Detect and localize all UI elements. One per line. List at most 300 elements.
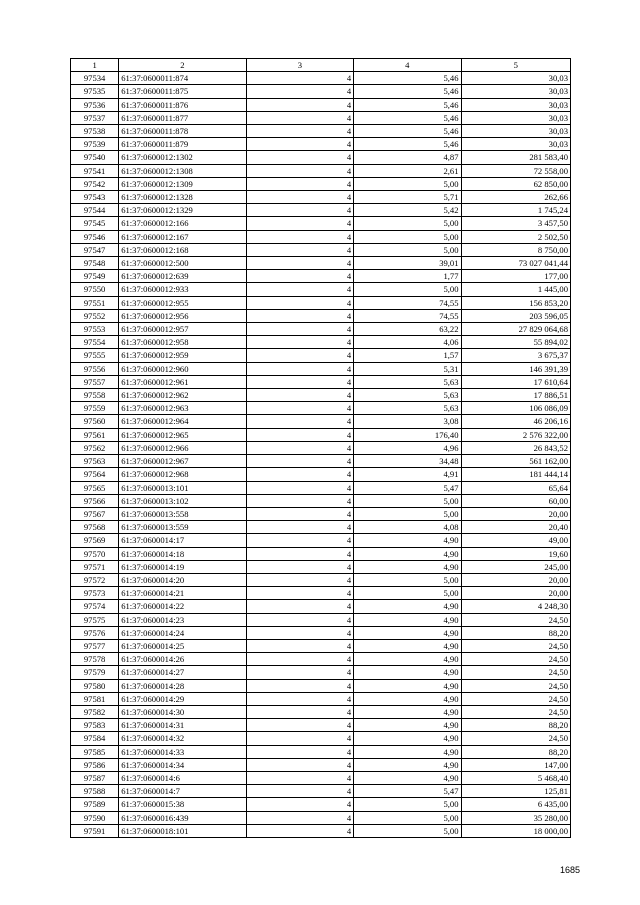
- cadastral-number: 61:37:0600012:168: [119, 243, 247, 256]
- cadastral-number: 61:37:0600012:962: [119, 389, 247, 402]
- table-row: [71, 824, 571, 837]
- table-row: [71, 613, 571, 626]
- column-5-value: 2 576 322,00: [461, 428, 570, 441]
- table-row: [71, 547, 571, 560]
- column-3-value: 4: [246, 375, 353, 388]
- column-5-value: 125,81: [461, 785, 570, 798]
- column-5-value: 26 843,52: [461, 441, 570, 454]
- column-4-value: 1,57: [354, 349, 461, 362]
- page-number: 1685: [560, 865, 581, 875]
- table-row: [71, 653, 571, 666]
- cadastral-number: 61:37:0600011:876: [119, 98, 247, 111]
- row-number: 97560: [71, 415, 119, 428]
- cadastral-number: 61:37:0600014:21: [119, 587, 247, 600]
- column-3-value: 4: [246, 626, 353, 639]
- row-number: 97568: [71, 521, 119, 534]
- column-3-value: 4: [246, 587, 353, 600]
- cadastral-number: 61:37:0600013:559: [119, 521, 247, 534]
- table-row: [71, 785, 571, 798]
- table-row: [71, 428, 571, 441]
- cadastral-number: 61:37:0600014:19: [119, 560, 247, 573]
- table-row: [71, 560, 571, 573]
- cadastral-number: 61:37:0600012:1329: [119, 204, 247, 217]
- cadastral-number: 61:37:0600012:960: [119, 362, 247, 375]
- table-row: [71, 758, 571, 771]
- column-5-value: 30,03: [461, 138, 570, 151]
- column-3-value: 4: [246, 679, 353, 692]
- cadastral-number: 61:37:0600012:957: [119, 323, 247, 336]
- cadastral-number: 61:37:0600014:25: [119, 639, 247, 652]
- column-5-value: 20,40: [461, 521, 570, 534]
- column-5-value: 3 675,37: [461, 349, 570, 362]
- column-5-value: 24,50: [461, 666, 570, 679]
- row-number: 97574: [71, 600, 119, 613]
- column-5-value: 20,00: [461, 587, 570, 600]
- column-4-value: 4,90: [354, 732, 461, 745]
- column-3-value: 4: [246, 441, 353, 454]
- column-3-value: 4: [246, 243, 353, 256]
- header-cell-2: 2: [119, 59, 247, 72]
- table-row: [71, 507, 571, 520]
- table-row: [71, 177, 571, 190]
- cadastral-number: 61:37:0600011:875: [119, 85, 247, 98]
- header-cell-4: 4: [354, 59, 461, 72]
- column-3-value: 4: [246, 613, 353, 626]
- column-3-value: 4: [246, 653, 353, 666]
- cadastral-number: 61:37:0600012:968: [119, 468, 247, 481]
- row-number: 97534: [71, 72, 119, 85]
- row-number: 97544: [71, 204, 119, 217]
- column-3-value: 4: [246, 415, 353, 428]
- column-5-value: 1 445,00: [461, 283, 570, 296]
- column-4-value: 63,22: [354, 323, 461, 336]
- cadastral-number: 61:37:0600012:166: [119, 217, 247, 230]
- column-3-value: 4: [246, 111, 353, 124]
- column-4-value: 5,00: [354, 230, 461, 243]
- column-3-value: 4: [246, 402, 353, 415]
- column-5-value: 1 745,24: [461, 204, 570, 217]
- column-3-value: 4: [246, 521, 353, 534]
- row-number: 97585: [71, 745, 119, 758]
- column-5-value: 24,50: [461, 692, 570, 705]
- row-number: 97559: [71, 402, 119, 415]
- column-3-value: 4: [246, 362, 353, 375]
- row-number: 97565: [71, 481, 119, 494]
- table-row: [71, 481, 571, 494]
- column-4-value: 5,42: [354, 204, 461, 217]
- cadastral-number: 61:37:0600012:965: [119, 428, 247, 441]
- column-4-value: 5,00: [354, 824, 461, 837]
- column-5-value: 60,00: [461, 494, 570, 507]
- cadastral-number: 61:37:0600011:879: [119, 138, 247, 151]
- column-4-value: 5,46: [354, 125, 461, 138]
- column-5-value: 30,03: [461, 125, 570, 138]
- column-4-value: 4,90: [354, 771, 461, 784]
- table-row: [71, 362, 571, 375]
- row-number: 97548: [71, 257, 119, 270]
- column-3-value: 4: [246, 692, 353, 705]
- column-3-value: 4: [246, 468, 353, 481]
- column-5-value: 5 468,40: [461, 771, 570, 784]
- row-number: 97541: [71, 164, 119, 177]
- column-3-value: 4: [246, 732, 353, 745]
- column-5-value: 2 502,50: [461, 230, 570, 243]
- row-number: 97582: [71, 705, 119, 718]
- column-3-value: 4: [246, 811, 353, 824]
- column-4-value: 5,00: [354, 573, 461, 586]
- row-number: 97546: [71, 230, 119, 243]
- column-5-value: 65,64: [461, 481, 570, 494]
- table-row: [71, 243, 571, 256]
- row-number: 97589: [71, 798, 119, 811]
- column-3-value: 4: [246, 666, 353, 679]
- column-5-value: 24,50: [461, 679, 570, 692]
- table-row: [71, 336, 571, 349]
- column-5-value: 106 086,09: [461, 402, 570, 415]
- column-3-value: 4: [246, 349, 353, 362]
- column-4-value: 4,90: [354, 600, 461, 613]
- table-row: [71, 494, 571, 507]
- column-3-value: 4: [246, 481, 353, 494]
- column-4-value: 4,90: [354, 719, 461, 732]
- column-3-value: 4: [246, 151, 353, 164]
- cadastral-number: 61:37:0600012:956: [119, 309, 247, 322]
- cadastral-number: 61:37:0600012:967: [119, 455, 247, 468]
- table-row: [71, 441, 571, 454]
- cadastral-number: 61:37:0600013:558: [119, 507, 247, 520]
- row-number: 97573: [71, 587, 119, 600]
- column-4-value: 4,90: [354, 745, 461, 758]
- column-3-value: 4: [246, 455, 353, 468]
- column-3-value: 4: [246, 389, 353, 402]
- column-5-value: 6 435,00: [461, 798, 570, 811]
- column-4-value: 5,63: [354, 375, 461, 388]
- row-number: 97542: [71, 177, 119, 190]
- column-4-value: 74,55: [354, 309, 461, 322]
- table-row: [71, 732, 571, 745]
- column-5-value: 19,60: [461, 547, 570, 560]
- row-number: 97555: [71, 349, 119, 362]
- table-row: [71, 455, 571, 468]
- row-number: 97552: [71, 309, 119, 322]
- table-row: [71, 534, 571, 547]
- column-4-value: 4,90: [354, 653, 461, 666]
- column-3-value: 4: [246, 230, 353, 243]
- row-number: 97581: [71, 692, 119, 705]
- row-number: 97578: [71, 653, 119, 666]
- table-row: [71, 72, 571, 85]
- cadastral-number: 61:37:0600014:32: [119, 732, 247, 745]
- column-3-value: 4: [246, 573, 353, 586]
- table-row: [71, 204, 571, 217]
- cadastral-number: 61:37:0600012:958: [119, 336, 247, 349]
- column-3-value: 4: [246, 639, 353, 652]
- column-4-value: 4,90: [354, 705, 461, 718]
- column-4-value: 4,90: [354, 679, 461, 692]
- column-3-value: 4: [246, 191, 353, 204]
- column-3-value: 4: [246, 336, 353, 349]
- column-4-value: 5,31: [354, 362, 461, 375]
- table-row: [71, 191, 571, 204]
- table-row: [71, 217, 571, 230]
- column-4-value: 4,90: [354, 560, 461, 573]
- table-row: [71, 573, 571, 586]
- column-3-value: 4: [246, 428, 353, 441]
- row-number: 97588: [71, 785, 119, 798]
- row-number: 97576: [71, 626, 119, 639]
- cadastral-number: 61:37:0600012:167: [119, 230, 247, 243]
- row-number: 97570: [71, 547, 119, 560]
- column-5-value: 30,03: [461, 72, 570, 85]
- column-5-value: 88,20: [461, 745, 570, 758]
- column-5-value: 561 162,00: [461, 455, 570, 468]
- column-5-value: 17 886,51: [461, 389, 570, 402]
- column-5-value: 20,00: [461, 507, 570, 520]
- cadastral-number: 61:37:0600014:27: [119, 666, 247, 679]
- row-number: 97583: [71, 719, 119, 732]
- row-number: 97557: [71, 375, 119, 388]
- row-number: 97562: [71, 441, 119, 454]
- row-number: 97564: [71, 468, 119, 481]
- column-3-value: 4: [246, 296, 353, 309]
- column-5-value: 35 280,00: [461, 811, 570, 824]
- column-4-value: 5,63: [354, 389, 461, 402]
- table-row: [71, 375, 571, 388]
- cadastral-number: 61:37:0600014:17: [119, 534, 247, 547]
- header-cell-5: 5: [461, 59, 570, 72]
- table-row: [71, 164, 571, 177]
- column-4-value: 4,91: [354, 468, 461, 481]
- row-number: 97543: [71, 191, 119, 204]
- table-row: [71, 230, 571, 243]
- column-5-value: 8 750,00: [461, 243, 570, 256]
- column-4-value: 4,90: [354, 534, 461, 547]
- cadastral-number: 61:37:0600012:500: [119, 257, 247, 270]
- cadastral-number: 61:37:0600014:18: [119, 547, 247, 560]
- row-number: 97536: [71, 98, 119, 111]
- column-5-value: 177,00: [461, 270, 570, 283]
- row-number: 97561: [71, 428, 119, 441]
- row-number: 97537: [71, 111, 119, 124]
- column-4-value: 4,90: [354, 666, 461, 679]
- cadastral-number: 61:37:0600011:877: [119, 111, 247, 124]
- column-3-value: 4: [246, 547, 353, 560]
- row-number: 97554: [71, 336, 119, 349]
- cadastral-number: 61:37:0600012:1309: [119, 177, 247, 190]
- cadastral-number: 61:37:0600012:961: [119, 375, 247, 388]
- column-4-value: 5,00: [354, 507, 461, 520]
- cadastral-number: 61:37:0600014:31: [119, 719, 247, 732]
- column-5-value: 24,50: [461, 653, 570, 666]
- row-number: 97538: [71, 125, 119, 138]
- cadastral-number: 61:37:0600014:29: [119, 692, 247, 705]
- column-3-value: 4: [246, 719, 353, 732]
- column-3-value: 4: [246, 705, 353, 718]
- row-number: 97586: [71, 758, 119, 771]
- column-5-value: 24,50: [461, 639, 570, 652]
- table-row: [71, 111, 571, 124]
- row-number: 97579: [71, 666, 119, 679]
- column-3-value: 4: [246, 204, 353, 217]
- column-4-value: 5,00: [354, 811, 461, 824]
- cadastral-number: 61:37:0600014:22: [119, 600, 247, 613]
- column-3-value: 4: [246, 745, 353, 758]
- table-row: [71, 600, 571, 613]
- row-number: 97539: [71, 138, 119, 151]
- row-number: 97566: [71, 494, 119, 507]
- column-3-value: 4: [246, 323, 353, 336]
- row-number: 97551: [71, 296, 119, 309]
- table-row: [71, 639, 571, 652]
- column-3-value: 4: [246, 217, 353, 230]
- cadastral-number: 61:37:0600012:959: [119, 349, 247, 362]
- column-4-value: 4,90: [354, 547, 461, 560]
- column-5-value: 27 829 064,68: [461, 323, 570, 336]
- column-4-value: 5,47: [354, 481, 461, 494]
- cadastral-number: 61:37:0600014:33: [119, 745, 247, 758]
- column-4-value: 39,01: [354, 257, 461, 270]
- row-number: 97550: [71, 283, 119, 296]
- cadastral-number: 61:37:0600014:7: [119, 785, 247, 798]
- table-row: [71, 705, 571, 718]
- column-3-value: 4: [246, 125, 353, 138]
- column-4-value: 5,00: [354, 177, 461, 190]
- column-3-value: 4: [246, 785, 353, 798]
- column-4-value: 5,47: [354, 785, 461, 798]
- column-3-value: 4: [246, 270, 353, 283]
- column-4-value: 4,90: [354, 758, 461, 771]
- column-5-value: 156 853,20: [461, 296, 570, 309]
- column-5-value: 17 610,64: [461, 375, 570, 388]
- column-3-value: 4: [246, 164, 353, 177]
- table-row: [71, 138, 571, 151]
- table-row: [71, 587, 571, 600]
- row-number: 97572: [71, 573, 119, 586]
- column-4-value: 5,46: [354, 85, 461, 98]
- column-5-value: 24,50: [461, 613, 570, 626]
- table-row: [71, 402, 571, 415]
- column-4-value: 74,55: [354, 296, 461, 309]
- row-number: 97587: [71, 771, 119, 784]
- cadastral-number: 61:37:0600012:1328: [119, 191, 247, 204]
- column-5-value: 73 027 041,44: [461, 257, 570, 270]
- cadastral-number: 61:37:0600014:30: [119, 705, 247, 718]
- column-5-value: 24,50: [461, 732, 570, 745]
- cadastral-number: 61:37:0600014:28: [119, 679, 247, 692]
- column-4-value: 5,00: [354, 798, 461, 811]
- table-row: [71, 626, 571, 639]
- table-row: [71, 323, 571, 336]
- column-5-value: 4 248,30: [461, 600, 570, 613]
- column-5-value: 30,03: [461, 85, 570, 98]
- column-3-value: 4: [246, 758, 353, 771]
- column-3-value: 4: [246, 138, 353, 151]
- column-5-value: 20,00: [461, 573, 570, 586]
- table-row: [71, 151, 571, 164]
- column-3-value: 4: [246, 798, 353, 811]
- column-5-value: 262,66: [461, 191, 570, 204]
- column-4-value: 4,96: [354, 441, 461, 454]
- column-3-value: 4: [246, 600, 353, 613]
- header-row: [71, 59, 571, 72]
- column-5-value: 18 000,00: [461, 824, 570, 837]
- column-5-value: 30,03: [461, 111, 570, 124]
- cadastral-number: 61:37:0600014:26: [119, 653, 247, 666]
- cadastral-number: 61:37:0600012:639: [119, 270, 247, 283]
- cadastral-number: 61:37:0600011:874: [119, 72, 247, 85]
- column-5-value: 49,00: [461, 534, 570, 547]
- column-3-value: 4: [246, 534, 353, 547]
- data-table: [70, 58, 571, 838]
- table-row: [71, 349, 571, 362]
- column-3-value: 4: [246, 85, 353, 98]
- column-4-value: 4,87: [354, 151, 461, 164]
- row-number: 97590: [71, 811, 119, 824]
- column-4-value: 5,71: [354, 191, 461, 204]
- column-5-value: 203 596,05: [461, 309, 570, 322]
- row-number: 97549: [71, 270, 119, 283]
- column-5-value: 281 583,40: [461, 151, 570, 164]
- row-number: 97563: [71, 455, 119, 468]
- column-4-value: 5,00: [354, 217, 461, 230]
- table-row: [71, 309, 571, 322]
- row-number: 97540: [71, 151, 119, 164]
- row-number: 97547: [71, 243, 119, 256]
- header-cell-1: 1: [71, 59, 119, 72]
- cadastral-number: 61:37:0600016:439: [119, 811, 247, 824]
- cadastral-number: 61:37:0600012:1302: [119, 151, 247, 164]
- row-number: 97580: [71, 679, 119, 692]
- cadastral-number: 61:37:0600014:23: [119, 613, 247, 626]
- table-row: [71, 811, 571, 824]
- cadastral-number: 61:37:0600013:101: [119, 481, 247, 494]
- table-row: [71, 85, 571, 98]
- table-row: [71, 745, 571, 758]
- column-3-value: 4: [246, 560, 353, 573]
- column-4-value: 4,90: [354, 613, 461, 626]
- cadastral-number: 61:37:0600014:34: [119, 758, 247, 771]
- column-5-value: 147,00: [461, 758, 570, 771]
- column-3-value: 4: [246, 257, 353, 270]
- row-number: 97571: [71, 560, 119, 573]
- table-row: [71, 389, 571, 402]
- table-row: [71, 521, 571, 534]
- cadastral-number: 61:37:0600014:6: [119, 771, 247, 784]
- column-4-value: 5,63: [354, 402, 461, 415]
- table-row: [71, 771, 571, 784]
- column-3-value: 4: [246, 771, 353, 784]
- column-5-value: 55 894,02: [461, 336, 570, 349]
- column-5-value: 181 444,14: [461, 468, 570, 481]
- column-4-value: 4,90: [354, 639, 461, 652]
- column-5-value: 88,20: [461, 626, 570, 639]
- cadastral-number: 61:37:0600012:955: [119, 296, 247, 309]
- row-number: 97575: [71, 613, 119, 626]
- table-row: [71, 679, 571, 692]
- column-4-value: 5,00: [354, 494, 461, 507]
- table-row: [71, 125, 571, 138]
- column-3-value: 4: [246, 98, 353, 111]
- column-4-value: 3,08: [354, 415, 461, 428]
- column-4-value: 5,46: [354, 98, 461, 111]
- cadastral-number: 61:37:0600015:38: [119, 798, 247, 811]
- table-row: [71, 283, 571, 296]
- column-4-value: 4,90: [354, 692, 461, 705]
- column-4-value: 5,00: [354, 243, 461, 256]
- column-5-value: 245,00: [461, 560, 570, 573]
- column-4-value: 1,77: [354, 270, 461, 283]
- cadastral-number: 61:37:0600012:966: [119, 441, 247, 454]
